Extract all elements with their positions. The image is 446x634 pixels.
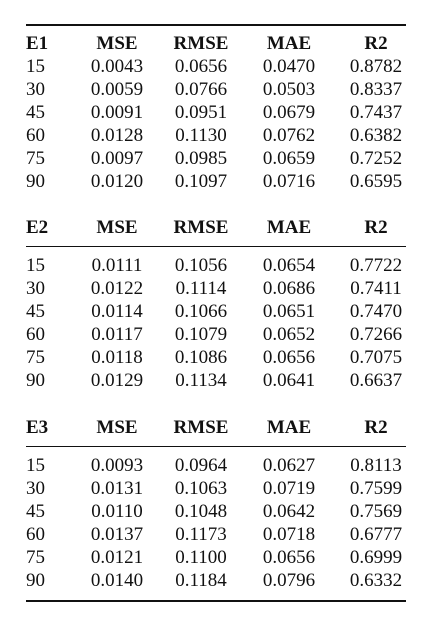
table-row xyxy=(26,300,406,323)
r2-cell: 0.7470 xyxy=(349,301,403,322)
table-header-e2 xyxy=(26,216,406,239)
table-row xyxy=(26,78,406,101)
r2-cell: 0.8113 xyxy=(350,455,402,476)
table-row xyxy=(26,454,406,477)
table-row xyxy=(26,124,406,147)
horizon-cell: 45 xyxy=(26,301,45,322)
r2-cell: 0.7411 xyxy=(350,278,402,299)
r2-cell: 0.6777 xyxy=(349,524,403,545)
mse-cell: 0.0129 xyxy=(90,370,144,391)
horizon-cell: 75 xyxy=(26,347,45,368)
rmse-cell: 0.1173 xyxy=(175,524,227,545)
mae-cell: 0.0656 xyxy=(262,347,316,368)
header-rule-e2 xyxy=(26,246,406,247)
rmse-cell: 0.1086 xyxy=(174,347,228,368)
r2-cell: 0.7252 xyxy=(349,148,403,169)
mse-cell: 0.0059 xyxy=(90,79,144,100)
mse-cell: 0.0093 xyxy=(90,455,144,476)
header-r2: R2 xyxy=(364,33,388,54)
mse-cell: 0.0120 xyxy=(90,171,144,192)
mse-cell: 0.0114 xyxy=(91,301,143,322)
table-header-e1 xyxy=(26,32,406,55)
mae-cell: 0.0627 xyxy=(262,455,316,476)
horizon-cell: 15 xyxy=(26,455,45,476)
header-mae: MAE xyxy=(266,417,312,438)
r2-cell: 0.7569 xyxy=(349,501,403,522)
rmse-cell: 0.0656 xyxy=(174,56,228,77)
rmse-cell: 0.1066 xyxy=(174,301,228,322)
r2-cell: 0.6382 xyxy=(349,125,403,146)
mae-cell: 0.0659 xyxy=(262,148,316,169)
header-rmse: RMSE xyxy=(173,217,229,238)
horizon-cell: 15 xyxy=(26,255,45,276)
rmse-cell: 0.0964 xyxy=(174,455,228,476)
mae-cell: 0.0718 xyxy=(262,524,316,545)
r2-cell: 0.6332 xyxy=(349,570,403,591)
r2-cell: 0.8782 xyxy=(349,56,403,77)
horizon-cell: 60 xyxy=(26,125,45,146)
header-rmse: RMSE xyxy=(173,417,229,438)
mae-cell: 0.0642 xyxy=(262,501,316,522)
r2-cell: 0.7266 xyxy=(349,324,403,345)
horizon-cell: 75 xyxy=(26,547,45,568)
mse-cell: 0.0111 xyxy=(91,255,143,276)
mae-cell: 0.0719 xyxy=(262,478,316,499)
table-header-e3 xyxy=(26,416,406,439)
horizon-cell: 45 xyxy=(26,102,45,123)
mae-cell: 0.0679 xyxy=(262,102,316,123)
mae-cell: 0.0654 xyxy=(262,255,316,276)
rmse-cell: 0.1097 xyxy=(174,171,228,192)
rmse-cell: 0.0766 xyxy=(174,79,228,100)
horizon-cell: 90 xyxy=(26,370,45,391)
table-row xyxy=(26,323,406,346)
rmse-cell: 0.1114 xyxy=(175,278,227,299)
group-label-e1: E1 xyxy=(26,33,49,54)
mae-cell: 0.0656 xyxy=(262,547,316,568)
group-label-e3: E3 xyxy=(26,417,49,438)
horizon-cell: 60 xyxy=(26,524,45,545)
r2-cell: 0.7075 xyxy=(349,347,403,368)
header-mse: MSE xyxy=(96,33,138,54)
mse-cell: 0.0137 xyxy=(90,524,144,545)
mse-cell: 0.0118 xyxy=(91,347,143,368)
horizon-cell: 45 xyxy=(26,501,45,522)
r2-cell: 0.6595 xyxy=(349,171,403,192)
r2-cell: 0.7599 xyxy=(349,478,403,499)
rmse-cell: 0.1184 xyxy=(175,570,227,591)
mse-cell: 0.0043 xyxy=(90,56,144,77)
header-mae: MAE xyxy=(266,217,312,238)
header-mse: MSE xyxy=(96,217,138,238)
mae-cell: 0.0762 xyxy=(262,125,316,146)
table-row xyxy=(26,369,406,392)
r2-cell: 0.7722 xyxy=(349,255,403,276)
horizon-cell: 60 xyxy=(26,324,45,345)
top-rule xyxy=(26,24,406,26)
rmse-cell: 0.1048 xyxy=(174,501,228,522)
mse-cell: 0.0117 xyxy=(91,324,143,345)
r2-cell: 0.8337 xyxy=(349,79,403,100)
rmse-cell: 0.1079 xyxy=(174,324,228,345)
rmse-cell: 0.1100 xyxy=(175,547,227,568)
r2-cell: 0.7437 xyxy=(349,102,403,123)
horizon-cell: 30 xyxy=(26,478,45,499)
mae-cell: 0.0652 xyxy=(262,324,316,345)
rmse-cell: 0.1134 xyxy=(175,370,227,391)
mse-cell: 0.0122 xyxy=(90,278,144,299)
mse-cell: 0.0097 xyxy=(90,148,144,169)
horizon-cell: 75 xyxy=(26,148,45,169)
table-row xyxy=(26,170,406,193)
group-label-e2: E2 xyxy=(26,217,49,238)
table-row xyxy=(26,546,406,569)
mae-cell: 0.0716 xyxy=(262,171,316,192)
header-r2: R2 xyxy=(364,217,388,238)
mae-cell: 0.0651 xyxy=(262,301,316,322)
table-row xyxy=(26,277,406,300)
horizon-cell: 15 xyxy=(26,56,45,77)
r2-cell: 0.6999 xyxy=(349,547,403,568)
horizon-cell: 90 xyxy=(26,171,45,192)
horizon-cell: 90 xyxy=(26,570,45,591)
header-mse: MSE xyxy=(96,417,138,438)
table-row xyxy=(26,254,406,277)
horizon-cell: 30 xyxy=(26,278,45,299)
mse-cell: 0.0091 xyxy=(90,102,144,123)
table-row xyxy=(26,55,406,78)
mse-cell: 0.0128 xyxy=(90,125,144,146)
table-row xyxy=(26,523,406,546)
rmse-cell: 0.1056 xyxy=(174,255,228,276)
table-row xyxy=(26,569,406,592)
header-rmse: RMSE xyxy=(173,33,229,54)
mse-cell: 0.0140 xyxy=(90,570,144,591)
mse-cell: 0.0121 xyxy=(90,547,144,568)
mae-cell: 0.0470 xyxy=(262,56,316,77)
table-row xyxy=(26,500,406,523)
mse-cell: 0.0110 xyxy=(91,501,143,522)
table-row xyxy=(26,477,406,500)
r2-cell: 0.6637 xyxy=(349,370,403,391)
rmse-cell: 0.0985 xyxy=(174,148,228,169)
header-r2: R2 xyxy=(364,417,388,438)
bottom-rule xyxy=(26,600,406,602)
header-rule-e3 xyxy=(26,446,406,447)
mae-cell: 0.0686 xyxy=(262,278,316,299)
table-row xyxy=(26,147,406,170)
rmse-cell: 0.0951 xyxy=(174,102,228,123)
table-row xyxy=(26,101,406,124)
header-mae: MAE xyxy=(266,33,312,54)
horizon-cell: 30 xyxy=(26,79,45,100)
table-row xyxy=(26,346,406,369)
mae-cell: 0.0796 xyxy=(262,570,316,591)
mae-cell: 0.0503 xyxy=(262,79,316,100)
mae-cell: 0.0641 xyxy=(262,370,316,391)
rmse-cell: 0.1063 xyxy=(174,478,228,499)
mse-cell: 0.0131 xyxy=(90,478,144,499)
rmse-cell: 0.1130 xyxy=(175,125,227,146)
